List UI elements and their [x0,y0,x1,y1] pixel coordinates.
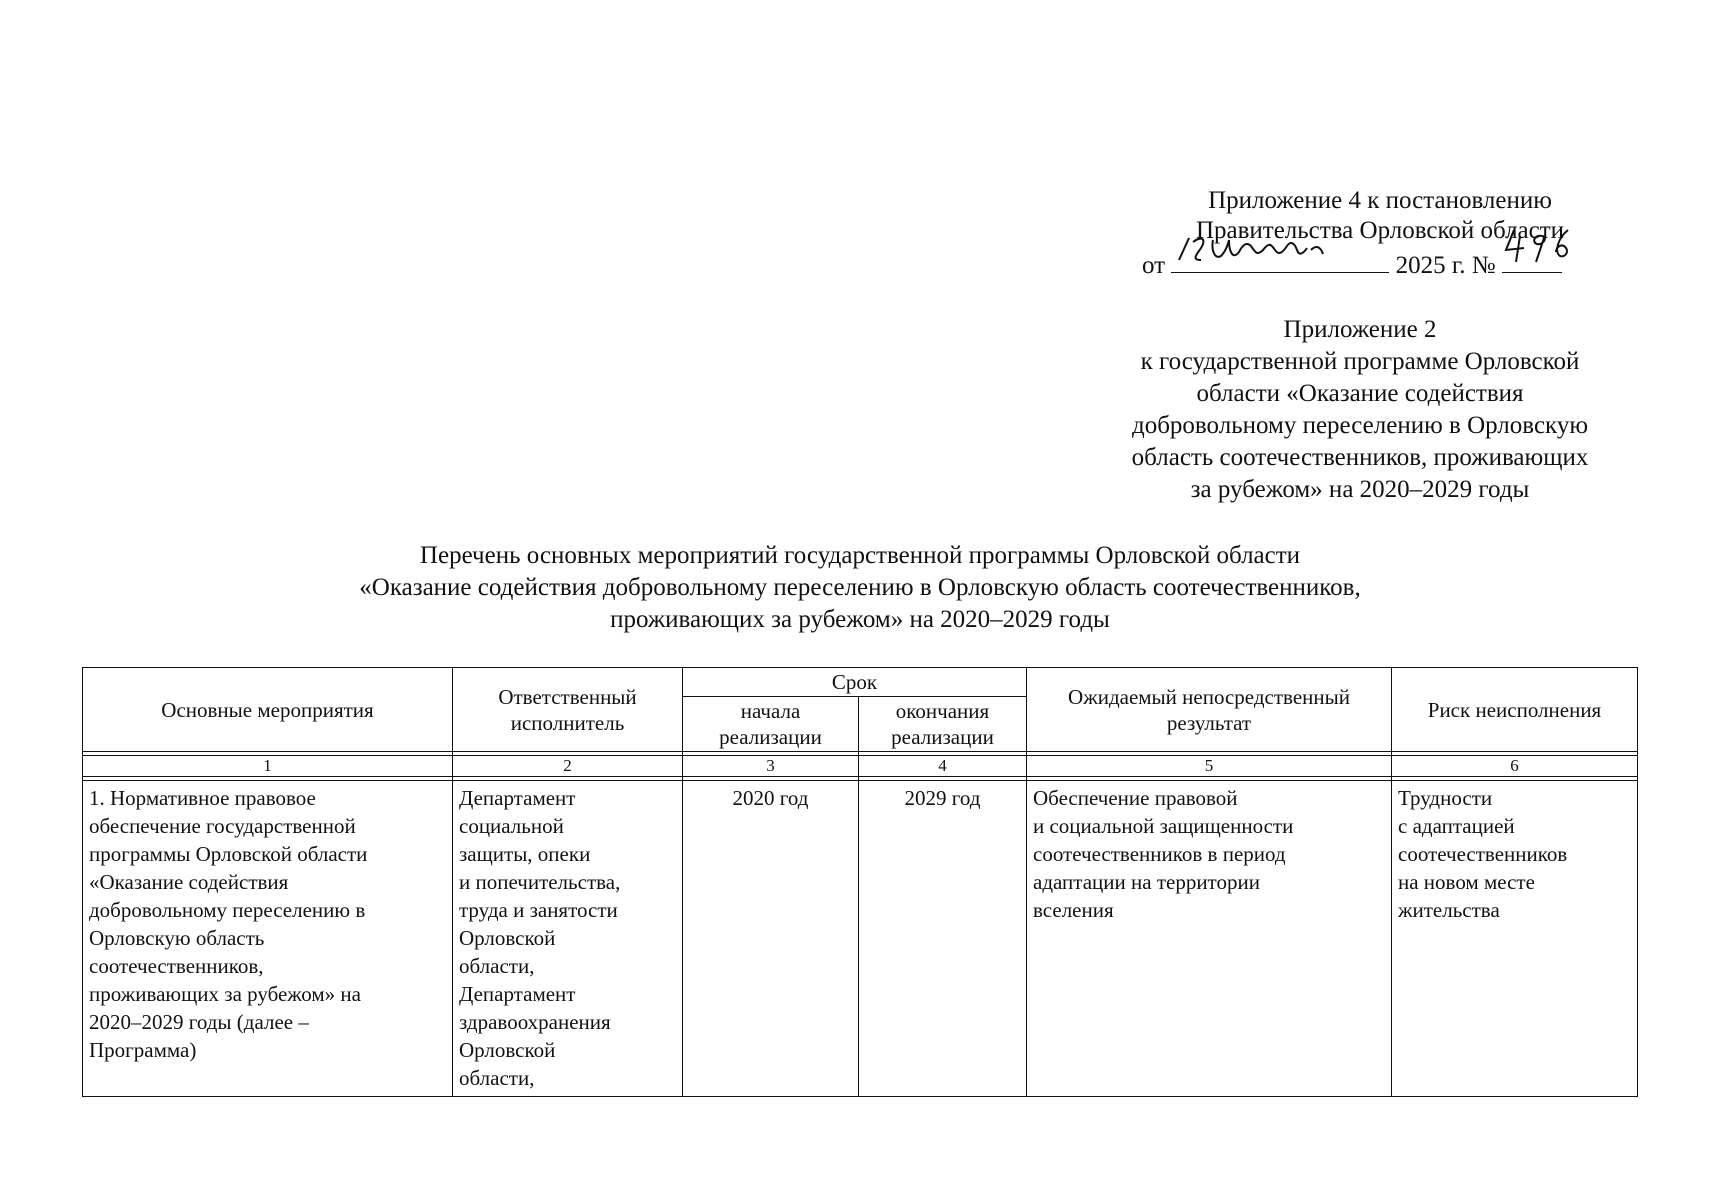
result-line: и социальной защищенности [1033,814,1294,838]
measure-line: Орловскую область [89,926,265,950]
header-start-line-1: начала [740,699,801,723]
column-number: 3 [683,756,859,777]
measure-cell [83,781,453,1097]
handwritten-date-field [1171,246,1389,273]
title-line: «Оказание содействия добровольному переселению в Орловскую область соотечественников, [359,574,1361,601]
handwritten-number-signature [1502,226,1582,270]
header-expected-result [1027,668,1392,752]
column-number-row [83,756,1638,777]
risk-line: жительства [1398,898,1500,922]
title-line: проживающих за рубежом» на 2020–2029 годы [610,606,1110,633]
measure-line: обеспечение государственной [89,814,356,838]
header-main-measures: Основные мероприятия [83,668,453,752]
executor-line: Департамент [459,786,576,810]
end-year-cell: 2029 год [859,781,1027,1097]
measure-line: Программа) [89,1038,197,1062]
header-start-line-2: реализации [719,725,822,749]
appendix-4-date-line [1100,246,1660,281]
column-number: 2 [453,756,683,777]
header-responsible-executor [453,668,683,752]
appendix-2-line: Приложение 2 [1283,316,1437,343]
from-label: от [1142,252,1166,279]
risk-line: соотечественников [1398,842,1568,866]
result-line: соотечественников в период [1033,842,1286,866]
appendix-2-line: области «Оказание содействия [1196,380,1524,407]
measure-line: 2020–2029 годы (далее – [89,1010,309,1034]
result-line: адаптации на территории [1033,870,1260,894]
appendix-2-line: область соотечественников, проживающих [1131,444,1589,471]
header-start [683,697,859,752]
appendix-4-line-2: Правительства Орловской области [1195,217,1565,244]
header-result-line-1: Ожидаемый непосредственный [1068,684,1350,709]
column-number: 6 [1392,756,1638,777]
measures-table [82,667,1638,1097]
appendix-2-line: добровольному переселению в Орловскую [1131,412,1589,439]
handwritten-number-field [1502,246,1562,273]
header-end-line-1: окончания [895,699,990,723]
header-end [859,697,1027,752]
header-result-line-2: результат [1166,710,1252,735]
appendix-4-line-1: Приложение 4 к постановлению [1208,187,1552,214]
measure-line: «Оказание содействия [89,870,289,894]
executor-line: Орловской [459,1038,556,1062]
appendix-4-header [1100,186,1660,281]
start-year-cell: 2020 год [683,781,859,1097]
title-line: Перечень основных мероприятий государственной программы Орловской области [419,542,1301,569]
executor-line: социальной [459,814,564,838]
header-term: Срок [683,668,1027,697]
appendix-2-line: за рубежом» на 2020–2029 годы [1190,476,1530,503]
header-executor-line-2: исполнитель [510,710,625,735]
header-executor-line-1: Ответственный [498,684,637,709]
executor-line: здравоохранения [459,1010,611,1034]
executor-line: Департамент [459,982,576,1006]
executor-line: защиты, опеки [459,842,591,866]
column-number: 1 [83,756,453,777]
result-cell [1027,781,1392,1097]
appendix-2-line: к государственной программе Орловской [1140,348,1580,375]
result-line: Обеспечение правовой [1033,786,1238,810]
risk-cell [1392,781,1638,1097]
executor-line: Орловской [459,926,556,950]
header-risk: Риск неисполнения [1392,668,1638,752]
column-number: 5 [1027,756,1392,777]
measure-line: программы Орловской области [89,842,368,866]
executor-line: области, [459,954,535,978]
measure-line: проживающих за рубежом» на [89,982,361,1006]
measure-line: добровольному переселению в [89,898,366,922]
risk-line: на новом месте [1398,870,1535,894]
year-number-label: 2025 г. № [1395,252,1496,279]
executor-line: труда и занятости [459,898,618,922]
measure-line: 1. Нормативное правовое [89,786,316,810]
handwritten-date-signature [1171,230,1381,270]
document-title [170,540,1550,636]
header-end-line-2: реализации [891,725,994,749]
executor-line: и попечительства, [459,870,621,894]
column-number: 4 [859,756,1027,777]
executor-line: области, [459,1066,535,1090]
executor-cell [453,781,683,1097]
risk-line: Трудности [1398,786,1493,810]
appendix-2-header [1090,314,1630,506]
measure-line: соотечественников, [89,954,264,978]
risk-line: с адаптацией [1398,814,1515,838]
table-row [83,781,1638,1097]
result-line: вселения [1033,898,1114,922]
